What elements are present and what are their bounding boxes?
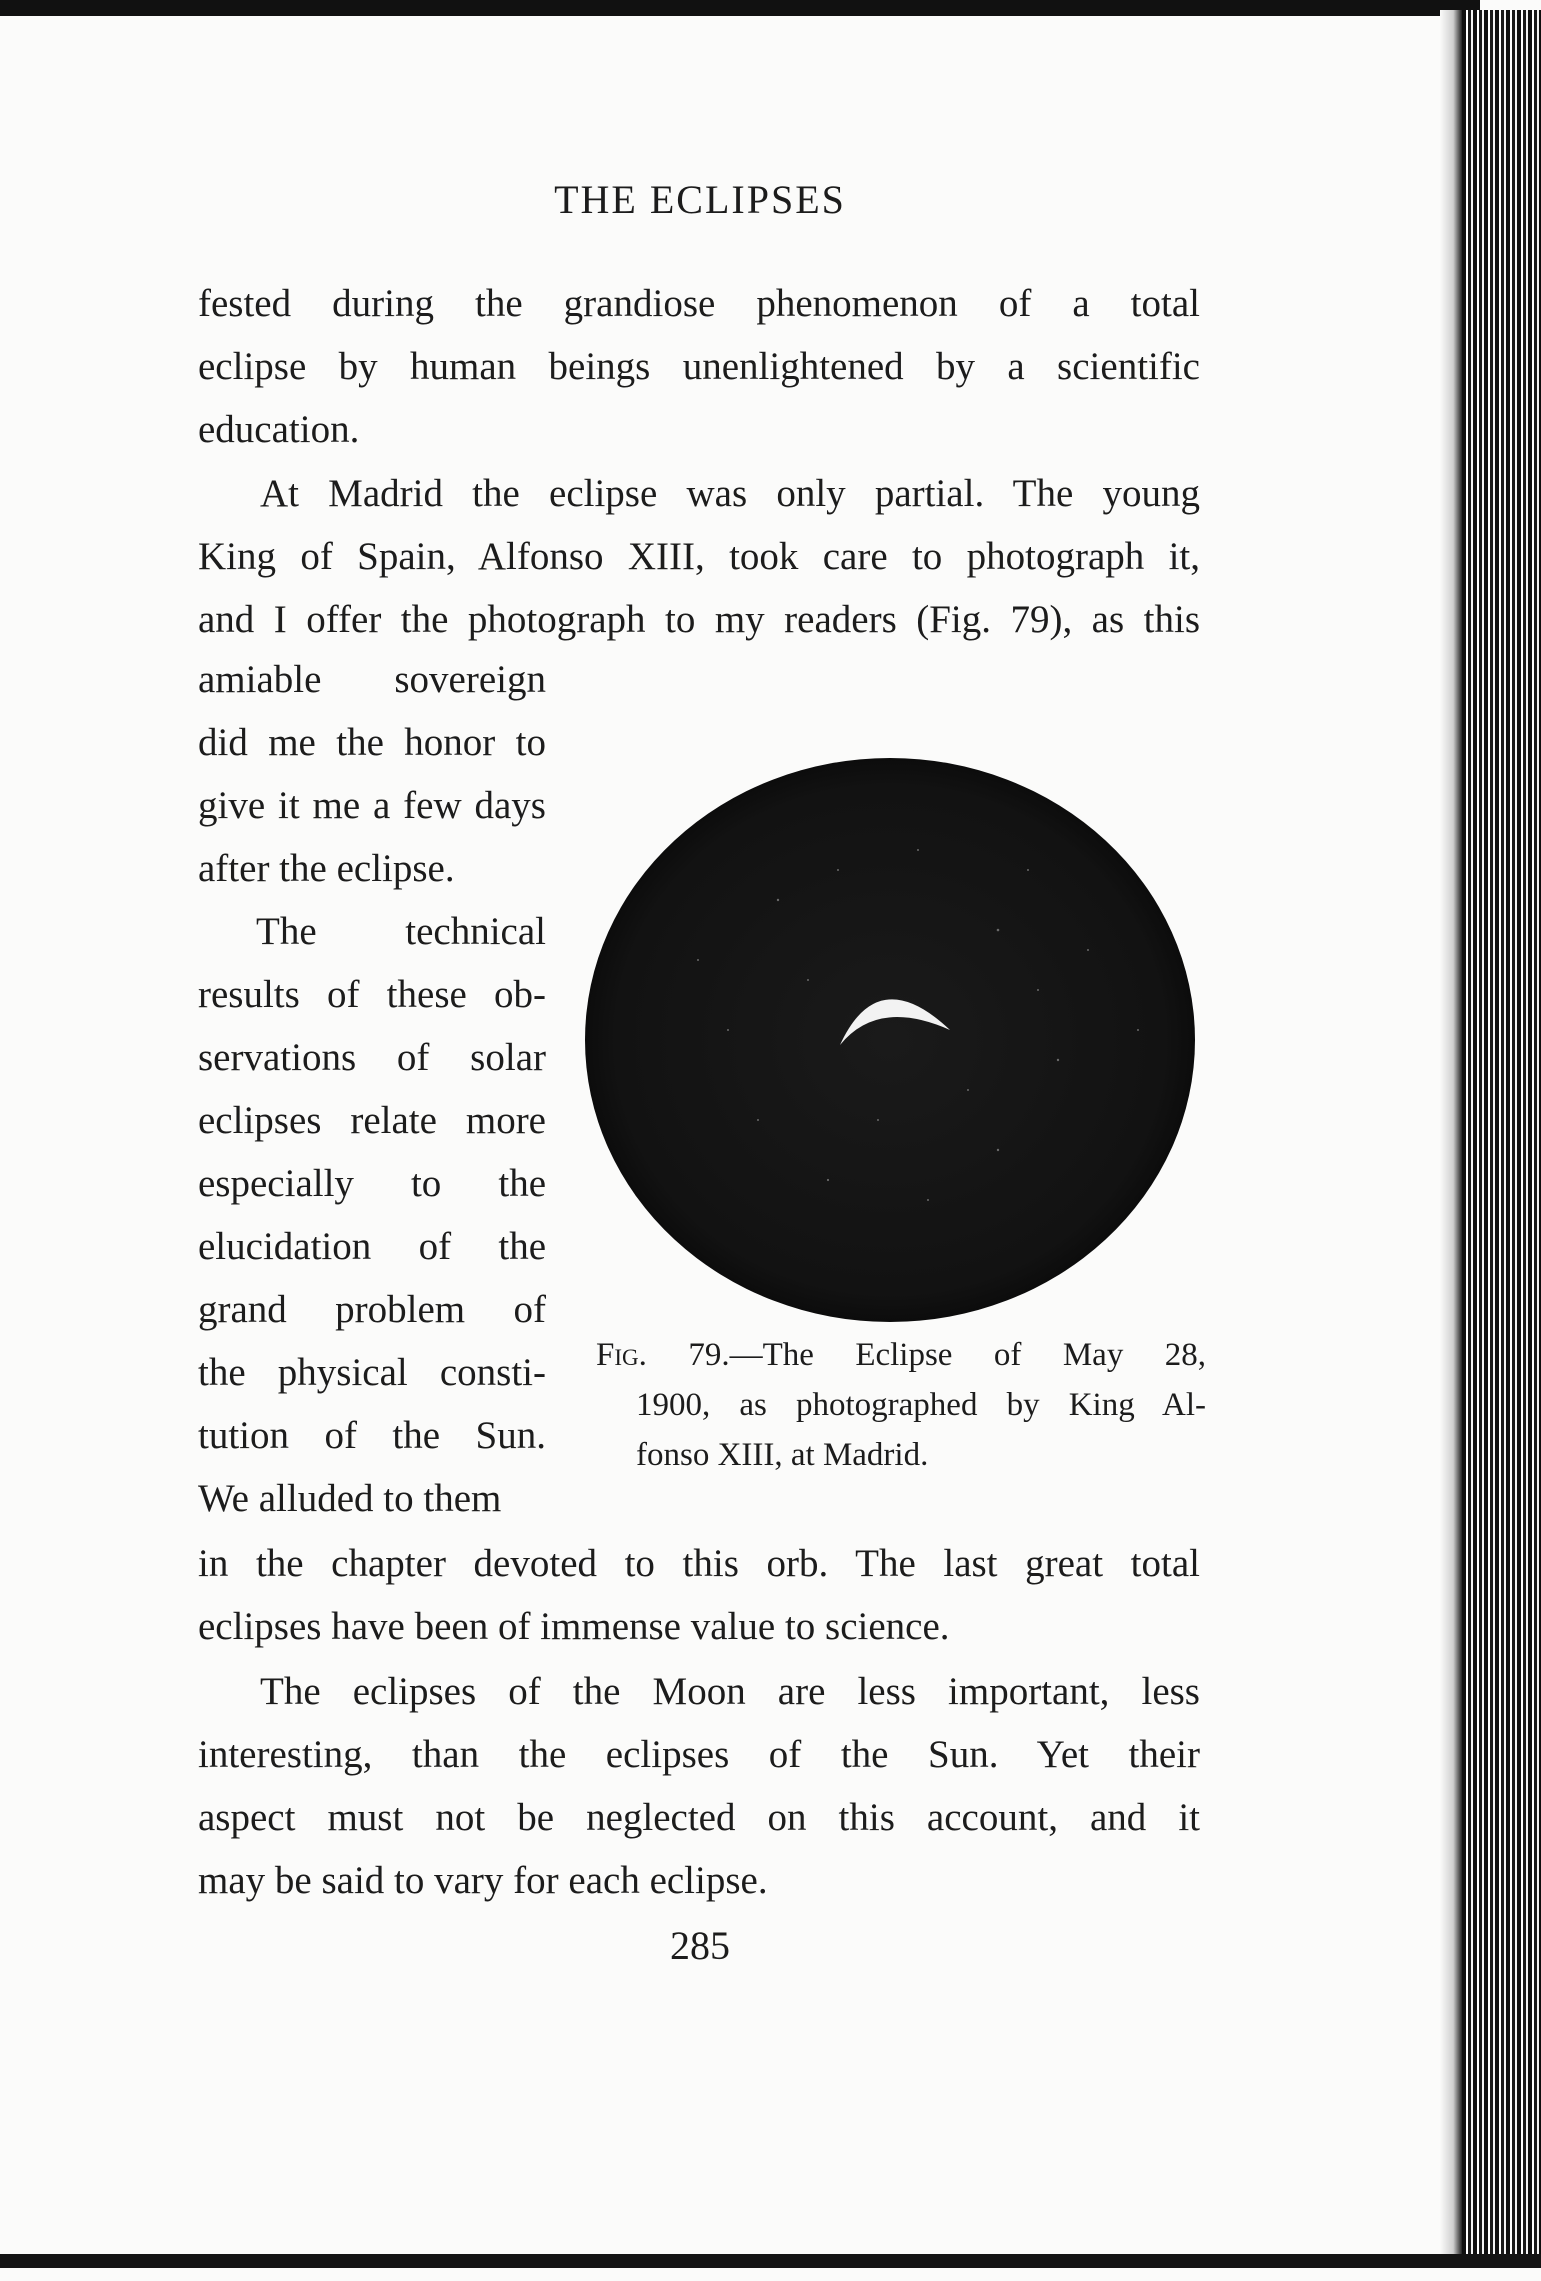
text-line: aspect must not be neglected on this account, and it bbox=[198, 1796, 1200, 1839]
text-line: grand problem of bbox=[198, 1288, 546, 1331]
paragraph-2-continued bbox=[198, 1532, 1200, 1658]
text-line: King of Spain, Alfonso XIII, took care to photograph it, bbox=[198, 535, 1200, 578]
page-shadow bbox=[1440, 10, 1462, 2260]
caption-line bbox=[596, 1330, 1206, 1380]
text-line: eclipse by human beings unenlightened by a scientific bbox=[198, 345, 1200, 388]
caption-line: 1900, as photographed by King Al- bbox=[636, 1387, 1206, 1423]
text-line: results of these ob- bbox=[198, 973, 546, 1016]
page-number: 285 bbox=[670, 1923, 730, 1968]
scan-edge-bottom bbox=[0, 2254, 1541, 2268]
caption-text: —The Eclipse of May 28, bbox=[729, 1337, 1207, 1373]
narrow-text-column bbox=[198, 648, 546, 1530]
dark-sky-disc bbox=[585, 758, 1195, 1322]
fig-label: Fig. 79. bbox=[596, 1337, 730, 1373]
text-line: after the eclipse. bbox=[198, 847, 455, 890]
paragraph-2 bbox=[198, 462, 1200, 651]
text-line: in the chapter devoted to this orb. The last great total bbox=[198, 1542, 1200, 1585]
text-line: amiable sovereign bbox=[198, 658, 546, 701]
text-line: and I offer the photograph to my readers (Fig. 79), as this bbox=[198, 598, 1200, 641]
paragraph-3 bbox=[198, 1660, 1200, 1912]
text-line: eclipses have been of immense value to science. bbox=[198, 1605, 950, 1648]
text-line: fested during the grandiose phenomenon of a total bbox=[198, 282, 1200, 325]
caption-line: fonso XIII, at Madrid. bbox=[636, 1437, 929, 1473]
text-line: eclipses relate more bbox=[198, 1099, 546, 1142]
scan-edge-top bbox=[0, 0, 1480, 16]
text-line: We alluded to them bbox=[198, 1477, 502, 1520]
text-line: did me the honor to bbox=[198, 721, 546, 764]
text-line: The technical bbox=[256, 910, 546, 953]
text-line: give it me a few days bbox=[198, 784, 546, 827]
running-head: THE ECLIPSES bbox=[554, 177, 846, 222]
text-line: The eclipses of the Moon are less important, less bbox=[260, 1670, 1200, 1713]
paragraph-1 bbox=[198, 272, 1200, 461]
figure-caption bbox=[596, 1330, 1206, 1480]
text-line: may be said to vary for each eclipse. bbox=[198, 1859, 768, 1902]
text-line: At Madrid the eclipse was only partial. The young bbox=[260, 472, 1200, 515]
text-line: the physical consti- bbox=[198, 1351, 546, 1394]
text-line: elucidation of the bbox=[198, 1225, 546, 1268]
text-line: servations of solar bbox=[198, 1036, 546, 1079]
eclipse-photograph bbox=[578, 700, 1202, 1324]
text-line: especially to the bbox=[198, 1162, 546, 1205]
text-line: education. bbox=[198, 408, 360, 451]
text-line: interesting, than the eclipses of the Sun. Yet their bbox=[198, 1733, 1200, 1776]
text-line: tution of the Sun. bbox=[198, 1414, 546, 1457]
